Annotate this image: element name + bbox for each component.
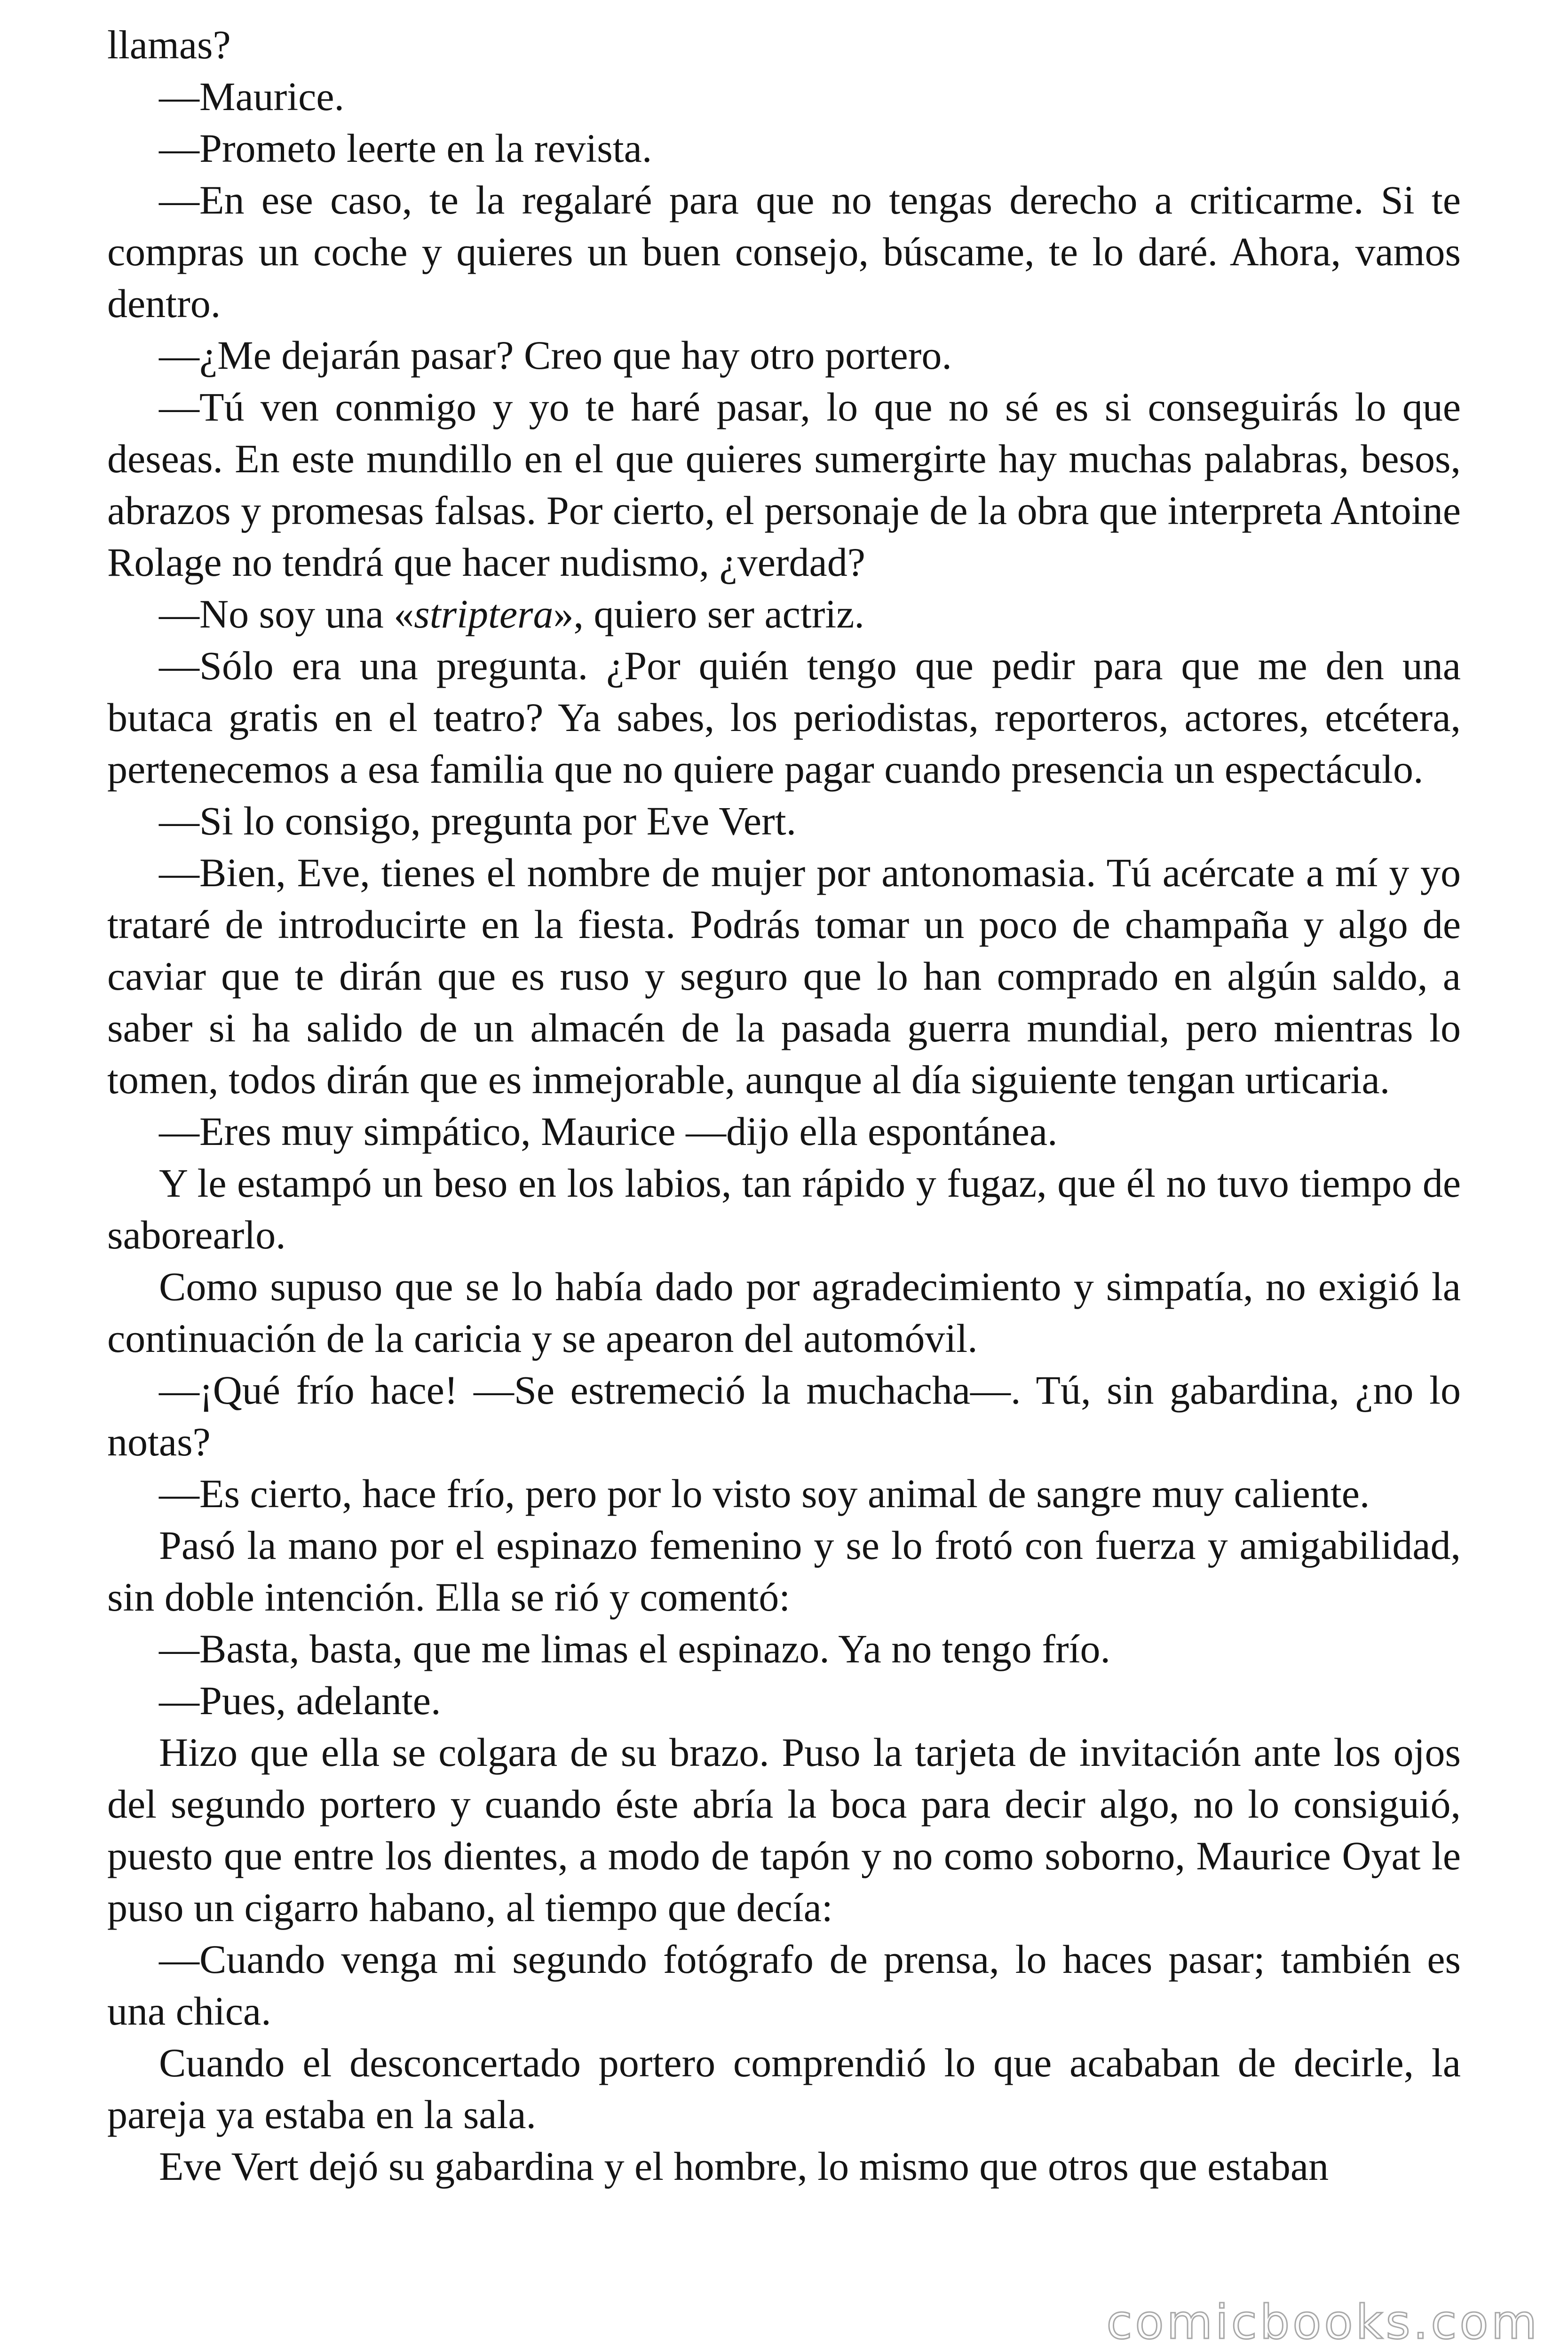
paragraph-12: Y le estampó un beso en los labios, tan rápido y fugaz, que él no tuvo tiempo de saborearlo. xyxy=(107,1160,1461,1257)
paragraph-17: —Basta, basta, que me limas el espinazo. Ya no tengo frío. xyxy=(159,1626,1110,1671)
paragraph-7-part-1: —No soy una « xyxy=(159,591,414,636)
paragraph-16: Pasó la mano por el espinazo femenino y se lo frotó con fuerza y amigabilidad, sin doble intención. Ella se rió y comentó: xyxy=(107,1523,1461,1620)
paragraph-7-emphasis: striptera xyxy=(414,591,554,636)
paragraph-10: —Bien, Eve, tienes el nombre de mujer por antonomasia. Tú acércate a mí y yo trataré de introducirte en la fiesta. Podrás tomar un poco de champaña y algo de caviar que te dirán que es ruso y seguro que lo han comprado en algún saldo, a saber si ha salido de un almacén de la pasada guerra mundial, pero mientras lo tomen, todos dirán que es inmejorable, aunque al día siguiente tengan urticaria. xyxy=(107,850,1461,1102)
paragraph-21: Cuando el desconcertado portero comprendió lo que acababan de decirle, la pareja ya estaba en la sala. xyxy=(107,2040,1461,2137)
paragraph-8: —Sólo era una pregunta. ¿Por quién tengo que pedir para que me den una butaca gratis en el teatro? Ya sabes, los periodistas, reporteros, actores, etcétera, pertenecemos a esa familia que no quiere pagar cuando presencia un espectáculo. xyxy=(107,643,1461,792)
paragraph-6: —Tú ven conmigo y yo te haré pasar, lo que no sé es si conseguirás lo que deseas. En este mundillo en el que quieres sumergirte hay muchas palabras, besos, abrazos y promesas falsas. Por cierto, el personaje de la obra que interpreta Antoine Rolage no tendrá que hacer nudismo, ¿verdad? xyxy=(107,384,1461,585)
watermark: comicbooks.com xyxy=(1106,2295,1540,2350)
paragraph-1: llamas? xyxy=(107,22,231,67)
paragraph-9: —Si lo consigo, pregunta por Eve Vert. xyxy=(159,798,797,843)
paragraph-7 xyxy=(107,588,1461,640)
paragraph-11: —Eres muy simpático, Maurice —dijo ella espontánea. xyxy=(159,1109,1058,1154)
paragraph-14: —¡Qué frío hace! —Se estremeció la muchacha—. Tú, sin gabardina, ¿no lo notas? xyxy=(107,1367,1461,1464)
paragraph-4: —En ese caso, te la regalaré para que no tengas derecho a criticarme. Si te compras un coche y quieres un buen consejo, búscame, te lo daré. Ahora, vamos dentro. xyxy=(107,177,1461,326)
paragraph-19: Hizo que ella se colgara de su brazo. Puso la tarjeta de invitación ante los ojos del segundo portero y cuando éste abría la boca para decir algo, no lo consiguió, puesto que entre los dientes, a modo de tapón y no como soborno, Maurice Oyat le puso un cigarro habano, al tiempo que decía: xyxy=(107,1730,1461,1930)
paragraph-7-part-3: », quiero ser actriz. xyxy=(553,591,864,636)
paragraph-18: —Pues, adelante. xyxy=(159,1678,441,1723)
paragraph-22: Eve Vert dejó su gabardina y el hombre, lo mismo que otros que estaban xyxy=(159,2144,1329,2189)
paragraph-15: —Es cierto, hace frío, pero por lo visto soy animal de sangre muy caliente. xyxy=(159,1471,1370,1516)
paragraph-13: Como supuso que se lo había dado por agradecimiento y simpatía, no exigió la continuación de la caricia y se apearon del automóvil. xyxy=(107,1264,1461,1361)
paragraph-2: —Maurice. xyxy=(159,74,345,119)
paragraph-5: —¿Me dejarán pasar? Creo que hay otro portero. xyxy=(159,333,952,378)
paragraph-3: —Prometo leerte en la revista. xyxy=(159,126,652,171)
paragraph-20: —Cuando venga mi segundo fotógrafo de prensa, lo haces pasar; también es una chica. xyxy=(107,1937,1461,2034)
